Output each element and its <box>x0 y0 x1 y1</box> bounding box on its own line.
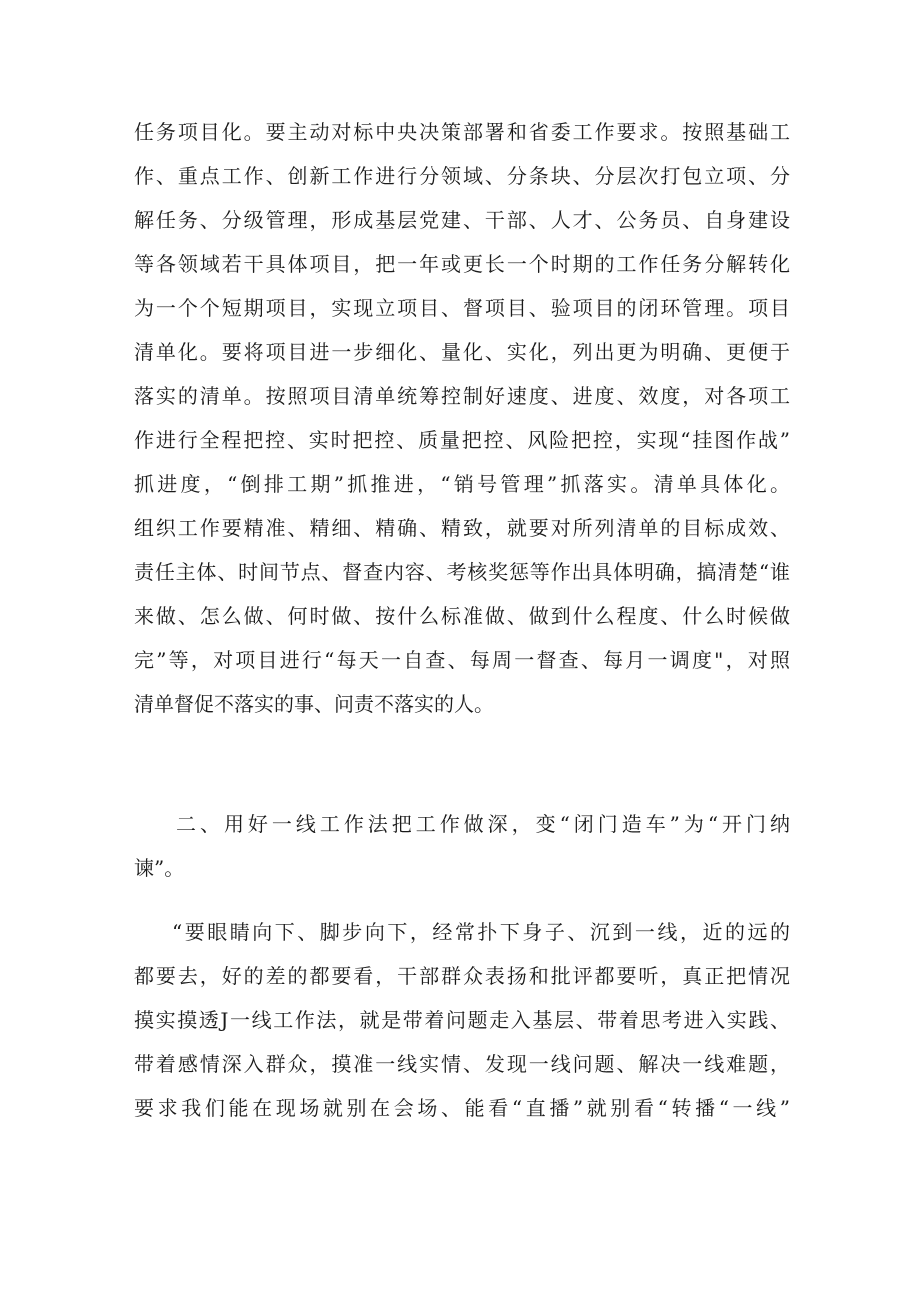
paragraph-2-line-3: 摸实摸透J一线工作法，就是带着问题走入基层、带着思考进入实践、 <box>134 1008 790 1032</box>
paragraph-1-line-3: 解任务、分级管理，形成基层党建、干部、人才、公务员、自身建设 <box>134 208 790 232</box>
paragraph-1-line-2: 作、重点工作、创新工作进行分领域、分条块、分层次打包立项、分 <box>134 164 790 188</box>
paragraph-1-line-14: 清单督促不落实的事、问责不落实的人。 <box>134 692 494 716</box>
paragraph-2-line-1: “要眼睛向下、脚步向下，经常扑下身子、沉到一线，近的远的 <box>172 920 790 944</box>
section-heading-line-1: 二、用好一线工作法把工作做深，变“闭门造车”为“开门纳 <box>176 812 790 836</box>
paragraph-1-line-11: 责任主体、时间节点、督查内容、考核奖惩等作出具体明确，搞清楚“谁 <box>134 560 790 584</box>
paragraph-1-line-6: 清单化。要将项目进一步细化、量化、实化，列出更为明确、更便于 <box>134 340 790 364</box>
paragraph-1-line-13: 完”等，对项目进行“每天一自查、每周一督查、每月一调度"，对照 <box>134 648 790 672</box>
section-heading-line-2: 谏”。 <box>134 856 185 880</box>
paragraph-2-line-2: 都要去，好的差的都要看，干部群众表扬和批评都要听，真正把情况 <box>134 964 790 988</box>
paragraph-1-line-7: 落实的清单。按照项目清单统筹控制好速度、进度、效度，对各项工 <box>134 384 790 408</box>
paragraph-1-line-9: 抓进度，“倒排工期”抓推进，“销号管理”抓落实。清单具体化。 <box>134 472 790 496</box>
paragraph-2-line-4: 带着感情深入群众，摸准一线实情、发现一线问题、解决一线难题， <box>134 1052 790 1076</box>
paragraph-1-line-5: 为一个个短期项目，实现立项目、督项目、验项目的闭环管理。项目 <box>134 296 790 320</box>
paragraph-1-line-4: 等各领域若干具体项目，把一年或更长一个时期的工作任务分解转化 <box>134 252 790 276</box>
paragraph-2-line-5: 要求我们能在现场就别在会场、能看“直播”就别看“转播“一线” <box>134 1096 790 1120</box>
paragraph-1-line-8: 作进行全程把控、实时把控、质量把控、风险把控，实现“挂图作战” <box>134 428 790 452</box>
paragraph-1-line-12: 来做、怎么做、何时做、按什么标准做、做到什么程度、什么时候做 <box>134 604 790 628</box>
paragraph-1-line-10: 组织工作要精准、精细、精确、精致，就要对所列清单的目标成效、 <box>134 516 790 540</box>
paragraph-1-line-1: 任务项目化。要主动对标中央决策部署和省委工作要求。按照基础工 <box>134 120 790 144</box>
